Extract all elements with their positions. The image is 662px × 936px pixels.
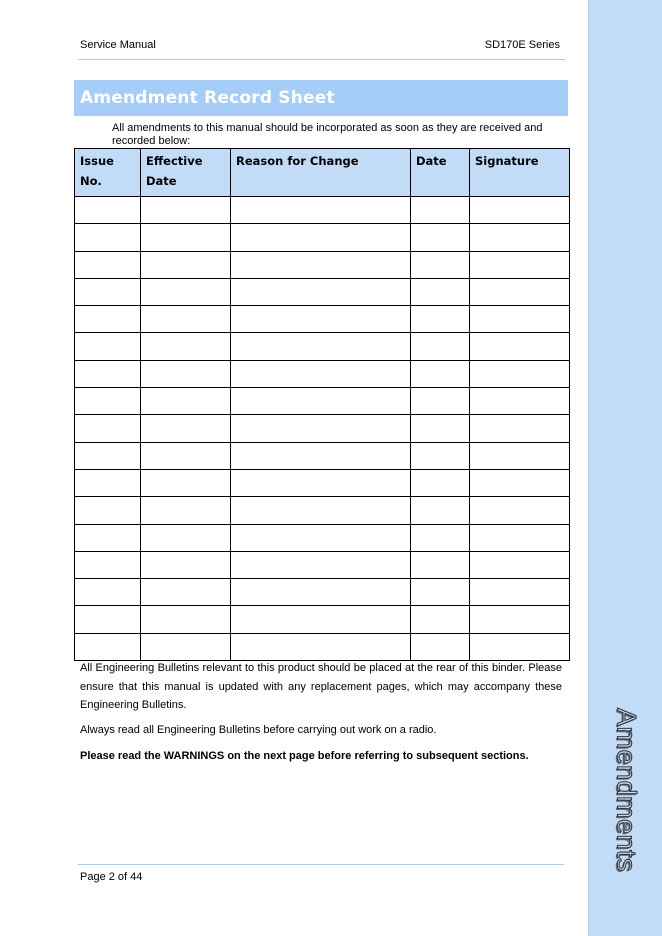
cell-signature: [470, 306, 570, 333]
cell-reason-for-change: [231, 524, 411, 551]
cell-date: [411, 551, 470, 578]
cell-issue-no: [75, 606, 141, 633]
cell-date: [411, 633, 470, 660]
cell-reason-for-change: [231, 415, 411, 442]
cell-reason-for-change: [231, 197, 411, 224]
cell-date: [411, 469, 470, 496]
column-header-signature: Signature: [470, 149, 570, 197]
cell-reason-for-change: [231, 224, 411, 251]
cell-signature: [470, 415, 570, 442]
cell-reason-for-change: [231, 606, 411, 633]
cell-date: [411, 415, 470, 442]
column-header-issue-no: Issue No.: [75, 149, 141, 197]
cell-signature: [470, 388, 570, 415]
cell-effective-date: [141, 442, 231, 469]
cell-reason-for-change: [231, 469, 411, 496]
table-row: [75, 333, 570, 360]
table-row: [75, 551, 570, 578]
cell-signature: [470, 224, 570, 251]
cell-date: [411, 197, 470, 224]
cell-effective-date: [141, 360, 231, 387]
cell-signature: [470, 333, 570, 360]
cell-reason-for-change: [231, 579, 411, 606]
table-row: [75, 197, 570, 224]
page-number: Page 2 of 44: [80, 871, 143, 883]
note-warnings: Please read the WARNINGS on the next page before referring to subsequent sections.: [80, 749, 529, 762]
cell-effective-date: [141, 278, 231, 305]
cell-reason-for-change: [231, 333, 411, 360]
cell-effective-date: [141, 333, 231, 360]
cell-date: [411, 579, 470, 606]
note-engineering-bulletins: All Engineering Bulletins relevant to this product should be placed at the rear of this binder. Please ensure that this manual is updated with any replacement pages, which may accompany these Engineering Bulletins.: [80, 662, 562, 711]
cell-reason-for-change: [231, 442, 411, 469]
header-manual-title: Service Manual: [80, 39, 156, 51]
cell-date: [411, 224, 470, 251]
cell-date: [411, 442, 470, 469]
header-divider: [78, 59, 565, 60]
table-header-row: [75, 149, 570, 197]
section-tab-sidebar: [588, 0, 662, 936]
cell-signature: [470, 497, 570, 524]
column-header-effective-date: Effective Date: [141, 149, 231, 197]
cell-reason-for-change: [231, 497, 411, 524]
column-header-reason-for-change: Reason for Change: [231, 149, 411, 197]
cell-effective-date: [141, 251, 231, 278]
cell-date: [411, 497, 470, 524]
cell-reason-for-change: [231, 278, 411, 305]
cell-reason-for-change: [231, 388, 411, 415]
cell-effective-date: [141, 197, 231, 224]
cell-effective-date: [141, 606, 231, 633]
notes-section: [80, 659, 562, 763]
section-title: Amendment Record Sheet: [80, 88, 335, 108]
cell-reason-for-change: [231, 306, 411, 333]
table-row: [75, 633, 570, 660]
cell-issue-no: [75, 251, 141, 278]
cell-issue-no: [75, 415, 141, 442]
cell-signature: [470, 442, 570, 469]
cell-issue-no: [75, 388, 141, 415]
cell-signature: [470, 278, 570, 305]
cell-reason-for-change: [231, 633, 411, 660]
cell-signature: [470, 579, 570, 606]
cell-date: [411, 360, 470, 387]
cell-date: [411, 278, 470, 305]
cell-effective-date: [141, 524, 231, 551]
cell-signature: [470, 469, 570, 496]
cell-effective-date: [141, 224, 231, 251]
cell-date: [411, 306, 470, 333]
cell-issue-no: [75, 551, 141, 578]
intro-text: All amendments to this manual should be incorporated as soon as they are received and recorded below:: [112, 122, 543, 147]
cell-issue-no: [75, 469, 141, 496]
cell-issue-no: [75, 197, 141, 224]
table-row: [75, 606, 570, 633]
table-row: [75, 251, 570, 278]
table-row: [75, 224, 570, 251]
amendment-record-table: [74, 148, 570, 661]
cell-reason-for-change: [231, 251, 411, 278]
header-series-name: SD170E Series: [484, 39, 560, 51]
cell-effective-date: [141, 633, 231, 660]
cell-signature: [470, 633, 570, 660]
cell-issue-no: [75, 333, 141, 360]
table-row: [75, 278, 570, 305]
footer-divider: [78, 864, 564, 865]
cell-date: [411, 251, 470, 278]
cell-signature: [470, 551, 570, 578]
table-row: [75, 388, 570, 415]
cell-issue-no: [75, 579, 141, 606]
cell-effective-date: [141, 469, 231, 496]
note-read-bulletins: Always read all Engineering Bulletins before carrying out work on a radio.: [80, 723, 437, 736]
cell-date: [411, 524, 470, 551]
cell-issue-no: [75, 278, 141, 305]
column-header-date: Date: [411, 149, 470, 197]
cell-effective-date: [141, 551, 231, 578]
cell-effective-date: [141, 306, 231, 333]
cell-reason-for-change: [231, 551, 411, 578]
cell-issue-no: [75, 306, 141, 333]
cell-issue-no: [75, 497, 141, 524]
cell-reason-for-change: [231, 360, 411, 387]
cell-signature: [470, 524, 570, 551]
cell-date: [411, 606, 470, 633]
section-banner: [74, 80, 568, 116]
cell-effective-date: [141, 415, 231, 442]
table-row: [75, 360, 570, 387]
cell-issue-no: [75, 360, 141, 387]
section-tab-label: Amendments: [611, 707, 642, 873]
table-body: [75, 197, 570, 661]
cell-issue-no: [75, 442, 141, 469]
table-row: [75, 469, 570, 496]
table-row: [75, 442, 570, 469]
cell-issue-no: [75, 524, 141, 551]
cell-effective-date: [141, 388, 231, 415]
cell-signature: [470, 360, 570, 387]
cell-signature: [470, 251, 570, 278]
cell-signature: [470, 197, 570, 224]
table-row: [75, 524, 570, 551]
cell-issue-no: [75, 224, 141, 251]
cell-date: [411, 333, 470, 360]
table-row: [75, 306, 570, 333]
table-row: [75, 415, 570, 442]
cell-issue-no: [75, 633, 141, 660]
cell-signature: [470, 606, 570, 633]
table-row: [75, 497, 570, 524]
cell-date: [411, 388, 470, 415]
cell-effective-date: [141, 579, 231, 606]
table-row: [75, 579, 570, 606]
cell-effective-date: [141, 497, 231, 524]
